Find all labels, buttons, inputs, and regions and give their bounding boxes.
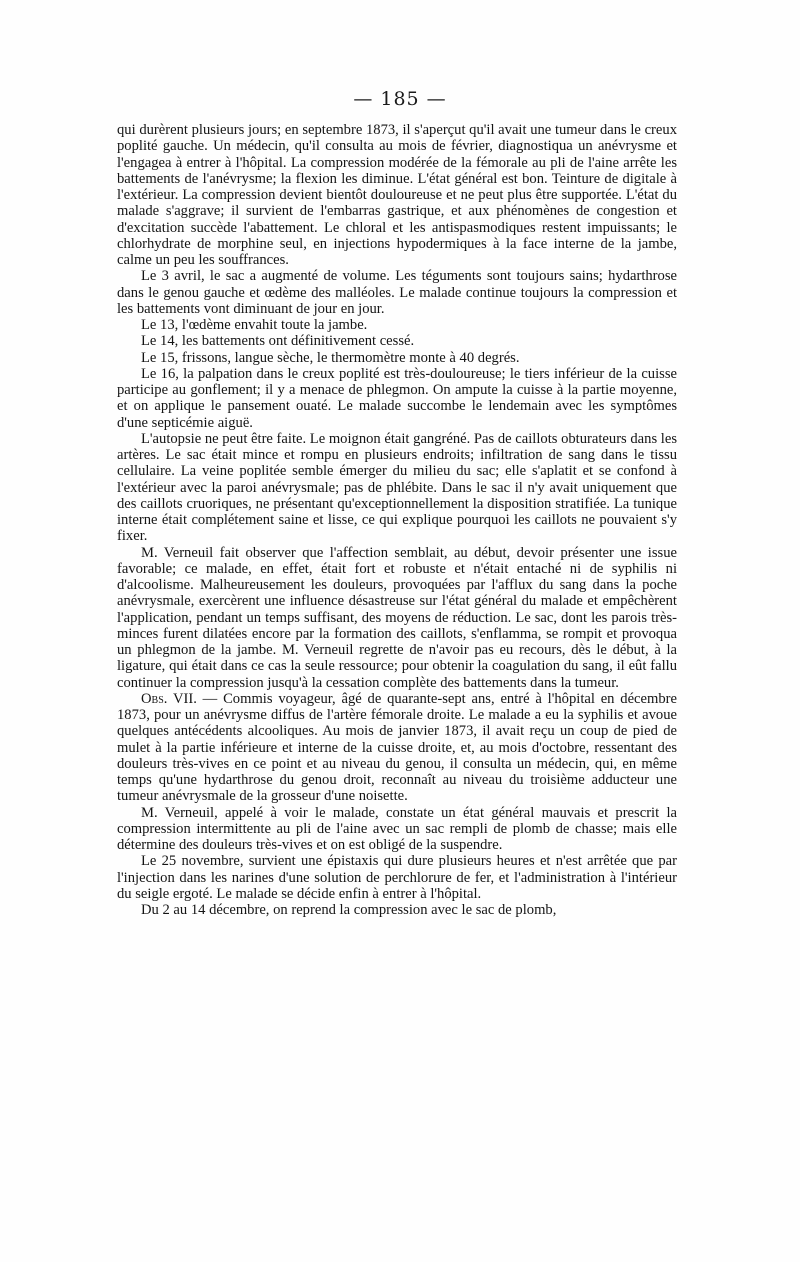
paragraph-verneuil-appele: M. Verneuil, appelé à voir le malade, constate un état général mauvais et prescrit la compression intermittente au pli de l'aine avec un sac rempli de plomb de chasse; mais elle détermine des douleurs très-vives et on est obligé de la suspendre. bbox=[117, 804, 677, 853]
page-number: — 185 — bbox=[353, 88, 447, 110]
paragraph-3-avril: Le 3 avril, le sac a augmenté de volume. Les téguments sont toujours sains; hydarthrose dans le genou gauche et œdème des malléoles. Le malade continue toujours la compression et les battements vont diminuant de jour en jour. bbox=[117, 268, 677, 317]
paragraph-15: Le 15, frissons, langue sèche, le thermomètre monte à 40 degrés. bbox=[141, 349, 520, 366]
paragraph-14: Le 14, les battements ont définitivement cessé. bbox=[141, 333, 415, 350]
paragraph-continuation: qui durèrent plusieurs jours; en septembre 1873, il s'aperçut qu'il avait une tumeur dans le creux poplité gauche. Un médecin, qu'il consulta au mois de février, diagnostiqua un anévrysme et l'engagea à entrer à l'hôpital. La compression modérée de la fémorale au pli de l'aine arrête les battements de l'anévrysme; la flexion les diminue. L'état général est bon. Teinture de digitale à l'extérieur. La compression devient bientôt douloureuse et ne peut plus être supportée. L'état du malade s'aggrave; il survient de l'embarras gastrique, et aux phénomènes de congestion et d'excitation succède l'abattement. Le chloral et les antispasmodiques restent impuissants; le chlorhydrate de morphine seul, en injections hypodermiques à la face interne de la jambe, calme un peu les souffrances. bbox=[117, 122, 677, 268]
body-text bbox=[117, 122, 677, 918]
paragraph-25-novembre: Le 25 novembre, survient une épistaxis qui dure plusieurs heures et n'est arrêtée que par l'injection dans les narines d'une solution de perchlorure de fer, et l'administration à l'intérieur du seigle ergoté. Le malade se décide enfin à entrer à l'hôpital. bbox=[117, 853, 677, 902]
observation-text: — Commis voyageur, âgé de quarante-sept ans, entré à l'hôpital en décembre 1873, pour un anévrysme diffus de l'artère fémorale droite. Le malade a eu la syphilis et avoue quelques antécédents alcooliques. Au mois de janvier 1873, il avait reçu un coup de pied de mulet à la partie inférieure et interne de la cuisse droite, et, au mois d'octobre, ressentant des douleurs très-vives en ce point et au niveau du genou, il consulta un médecin, qui, en même temps qu'une hydarthrose du genou droit, reconnaît au niveau du troisième adducteur une tumeur anévrysmale de la grosseur d'une noisette. bbox=[117, 690, 677, 805]
observation-label: Obs. VII. bbox=[141, 690, 197, 707]
paragraph-2-au-14-decembre: Du 2 au 14 décembre, on reprend la compression avec le sac de plomb, bbox=[141, 902, 557, 918]
paragraph-verneuil-remarks: M. Verneuil fait observer que l'affection semblait, au début, devoir présenter une issue favorable; ce malade, en effet, était fort et robuste et n'était entaché ni de syphilis ni d'alcoolisme. Malheureusement les douleurs, provoquées par l'afflux du sang dans la poche anévrysmale, exercèrent une influence désastreuse sur l'état général du malade et empêchèrent l'application, pendant un temps suffisant, des moyens de réduction. Le sac, dont les parois très-minces furent dilatées encore par la formation des caillots, s'enflamma, se rompit et provoqua un phlegmon de la jambe. M. Verneuil regrette de n'avoir pas eu recours, dès le début, à la ligature, qui était dans ce cas la seule ressource; pour obtenir la coagulation du sang, il eût fallu continuer la compression jusqu'à la cessation complète des battements dans la tumeur. bbox=[117, 544, 677, 691]
paragraph-13: Le 13, l'œdème envahit toute la jambe. bbox=[141, 317, 368, 333]
paragraph-16: Le 16, la palpation dans le creux poplité est très-douloureuse; le tiers inférieur de la cuisse participe au gonflement; il y a menace de phlegmon. On ampute la cuisse à la partie moyenne, et on applique le pansement ouaté. Le malade succombe le lendemain avec les symptômes d'une septicémie aiguë. bbox=[117, 365, 677, 431]
paragraph-autopsie: L'autopsie ne peut être faite. Le moignon était gangréné. Pas de caillots obturateurs dans les artères. Le sac était mince et rompu en plusieurs endroits; infiltration de sang dans le tissu cellulaire. La veine poplitée semble émerger du milieu du sac; elle s'aplatit et se confond à l'extérieur avec la paroi anévrysmale; pas de phlébite. Dans le sac il n'y avait uniquement que des caillots cruoriques, ne présentant qu'exceptionnellement la disposition stratifiée. La tunique interne était complétement saine et lisse, ce qui explique pourquoi les caillots ne pouvaient s'y fixer. bbox=[117, 430, 677, 545]
paragraph-obs-vii bbox=[117, 691, 677, 805]
